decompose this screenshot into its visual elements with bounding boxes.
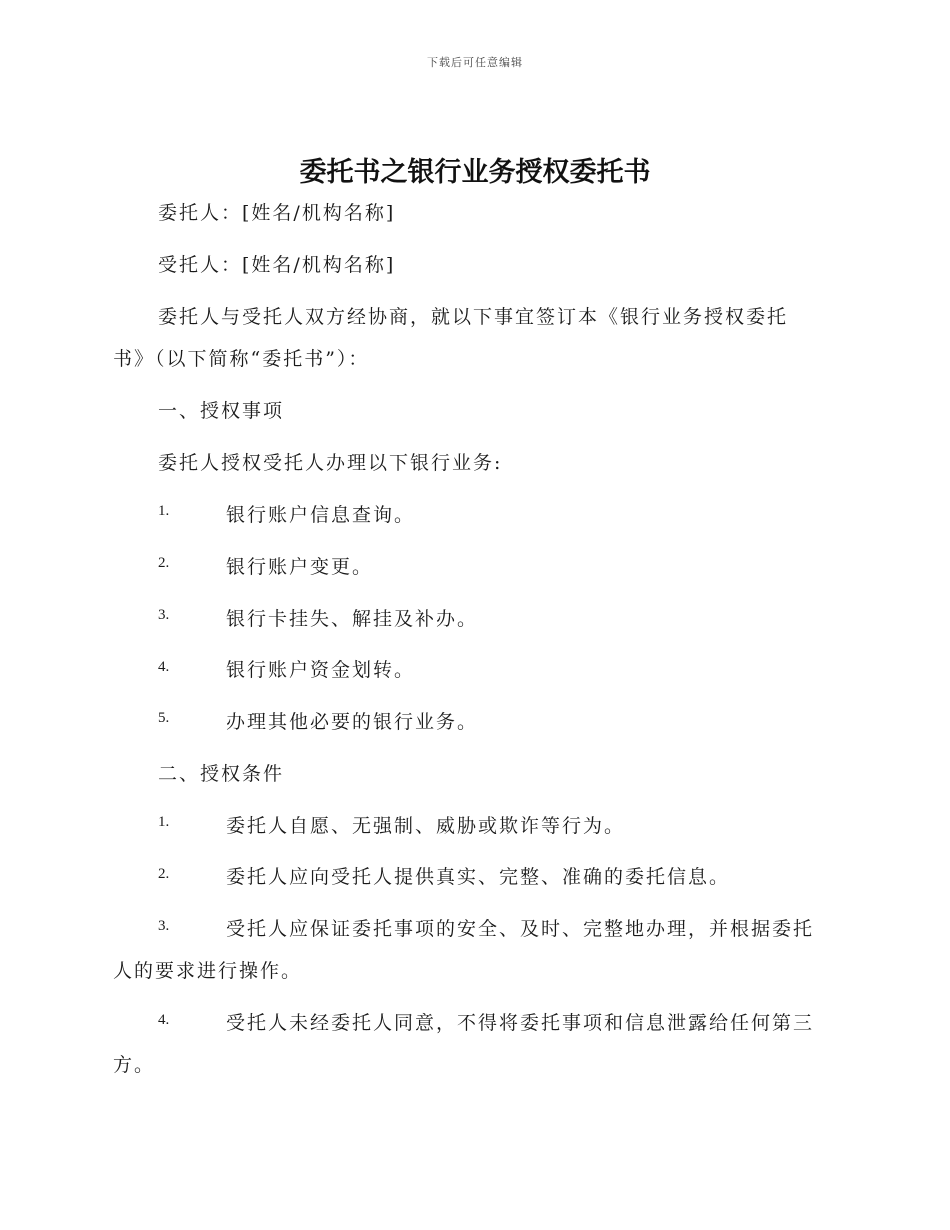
agent-line: 受托人：[姓名/机构名称] [158, 254, 396, 276]
list-item-text: 受托人未经委托人同意，不得将委托事项和信息泄露给任何第三 [226, 1012, 815, 1034]
section2-heading: 二、授权条件 [158, 763, 285, 785]
section1-lead: 委托人授权受托人办理以下银行业务: [158, 452, 503, 474]
document-title: 委托书之银行业务授权委托书 [299, 157, 651, 188]
intro-line-1: 委托人与受托人双方经协商，就以下事宜签订本《银行业务授权委托 [158, 306, 789, 328]
list-item-number: 3. [158, 607, 170, 623]
list-item-text: 受托人应保证委托事项的安全、及时、完整地办理，并根据委托 [226, 918, 815, 940]
list-item-continuation: 方。 [113, 1054, 156, 1076]
list-item-number: 4. [158, 659, 170, 675]
list-item-text: 委托人自愿、无强制、威胁或欺诈等行为。 [226, 815, 626, 837]
list-item-text: 委托人应向受托人提供真实、完整、准确的委托信息。 [226, 866, 731, 888]
list-item-text: 银行账户资金划转。 [226, 659, 416, 681]
list-item-text: 银行账户变更。 [226, 556, 374, 578]
list-item-number: 2. [158, 555, 170, 571]
list-item-number: 5. [158, 710, 170, 726]
list-item-number: 3. [158, 918, 170, 934]
intro-line-2: 书》（以下简称“委托书”）： [113, 348, 370, 370]
principal-line: 委托人：[姓名/机构名称] [158, 202, 396, 224]
list-item-text: 银行账户信息查询。 [226, 504, 416, 526]
list-item-number: 4. [158, 1012, 170, 1028]
list-item-text: 办理其他必要的银行业务。 [226, 711, 479, 733]
header-note: 下载后可任意编辑 [427, 56, 523, 69]
list-item-number: 1. [158, 814, 170, 830]
list-item-number: 1. [158, 503, 170, 519]
section1-heading: 一、授权事项 [158, 400, 285, 422]
list-item-text: 银行卡挂失、解挂及补办。 [226, 608, 479, 630]
list-item-number: 2. [158, 866, 170, 882]
list-item-continuation: 人的要求进行操作。 [113, 960, 303, 982]
